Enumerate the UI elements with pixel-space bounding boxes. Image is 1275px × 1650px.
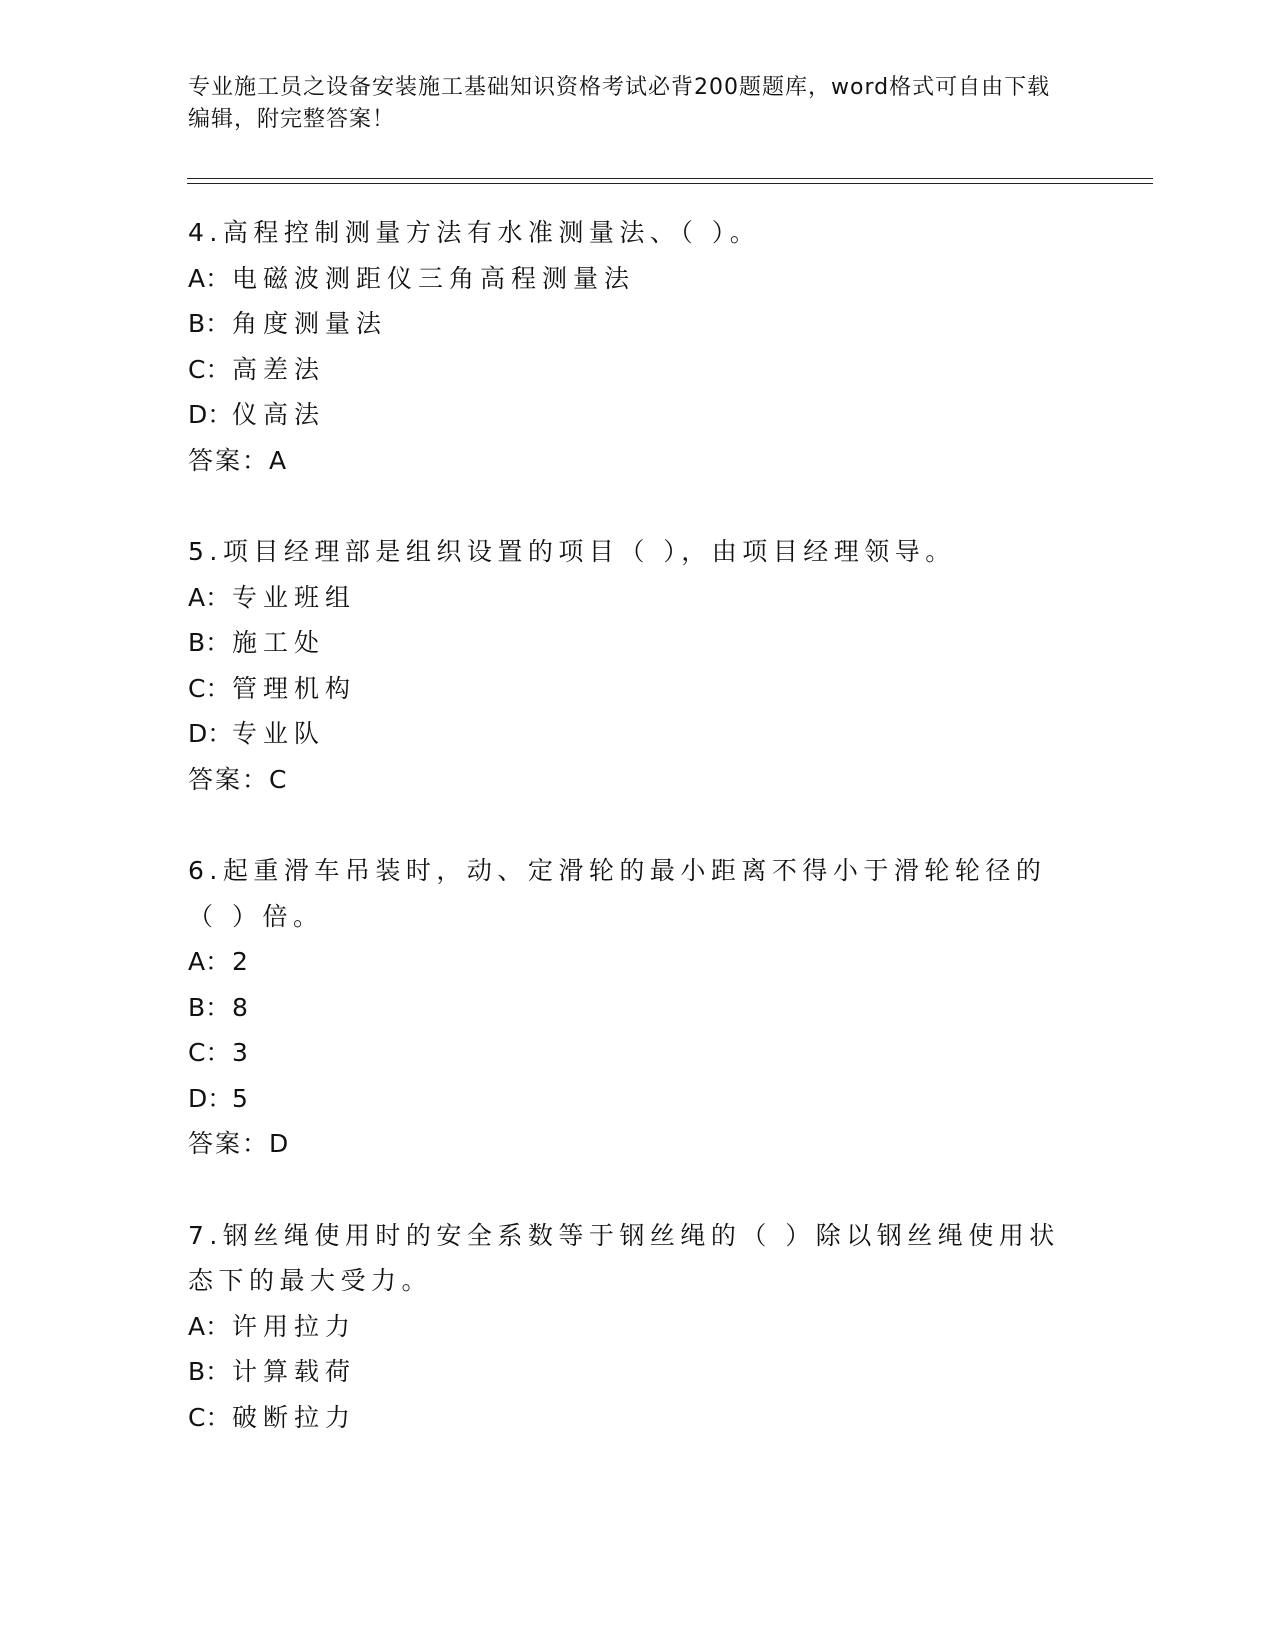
question-stem: 7.钢丝绳使用时的安全系数等于钢丝绳的（ ）除以钢丝绳使用状态下的最大受力。 [188, 1220, 1060, 1295]
option-d [188, 392, 1088, 438]
header-divider-top [187, 178, 1153, 179]
option-a [188, 256, 1088, 302]
option-key: A： [188, 1311, 231, 1341]
option-a [188, 575, 1088, 621]
option-text: 管理机构 [232, 673, 357, 703]
answer-line: 答案：A [188, 445, 289, 475]
option-text: 高差法 [232, 354, 326, 384]
option-text: 2 [232, 947, 254, 976]
option-text: 8 [232, 992, 254, 1022]
option-b [188, 985, 1088, 1031]
question-stem: 5.项目经理部是组织设置的项目（ ），由项目经理领导。 [188, 537, 956, 566]
option-key: B： [188, 309, 231, 338]
option-text: 仪高法 [232, 400, 326, 429]
option-text: 许用拉力 [232, 1311, 357, 1341]
option-text: 施工处 [232, 628, 326, 657]
option-key: C： [188, 354, 231, 384]
option-key: C： [188, 1038, 231, 1067]
option-text: 计算载荷 [232, 1357, 357, 1386]
option-text: 3 [232, 1038, 254, 1067]
answer-line: 答案：C [188, 764, 289, 794]
option-key: A： [188, 263, 231, 293]
option-c [188, 1030, 1088, 1076]
option-text: 专业队 [232, 719, 326, 748]
option-key: D： [188, 1083, 233, 1113]
option-b [188, 620, 1088, 666]
option-b [188, 301, 1088, 347]
question-7 [188, 1213, 1088, 1441]
question-4 [188, 210, 1088, 483]
question-stem: 6.起重滑车吊装时，动、定滑轮的最小距离不得小于滑轮轮径的（ ）倍。 [188, 856, 1047, 931]
option-key: D： [188, 400, 233, 429]
option-text: 专业班组 [232, 582, 357, 612]
option-b [188, 1349, 1088, 1395]
option-c [188, 347, 1088, 393]
option-text: 角度测量法 [232, 309, 388, 338]
option-key: D： [188, 719, 233, 748]
option-key: C： [188, 673, 231, 703]
option-c [188, 1395, 1088, 1441]
option-key: B： [188, 992, 231, 1022]
header-divider-bottom [187, 183, 1153, 184]
option-key: A： [188, 582, 231, 612]
question-6 [188, 848, 1088, 1167]
answer-line: 答案：D [188, 1129, 291, 1158]
option-d [188, 711, 1088, 757]
question-list [188, 210, 1088, 1486]
option-key: B： [188, 1357, 231, 1386]
question-stem: 4.高程控制测量方法有水准测量法、（ ）。 [188, 218, 761, 247]
option-text: 5 [232, 1083, 254, 1113]
option-key: C： [188, 1402, 231, 1432]
option-d [188, 1076, 1088, 1122]
option-a [188, 1304, 1088, 1350]
question-5 [188, 529, 1088, 802]
option-text: 破断拉力 [232, 1402, 357, 1432]
option-c [188, 666, 1088, 712]
document-header: 专业施工员之设备安装施工基础知识资格考试必背200题题库，word格式可自由下载编辑，附完整答案！ [188, 75, 1051, 132]
option-a [188, 939, 1088, 985]
option-text: 电磁波测距仪三角高程测量法 [232, 263, 636, 293]
option-key: A： [188, 947, 231, 976]
option-key: B： [188, 628, 231, 657]
